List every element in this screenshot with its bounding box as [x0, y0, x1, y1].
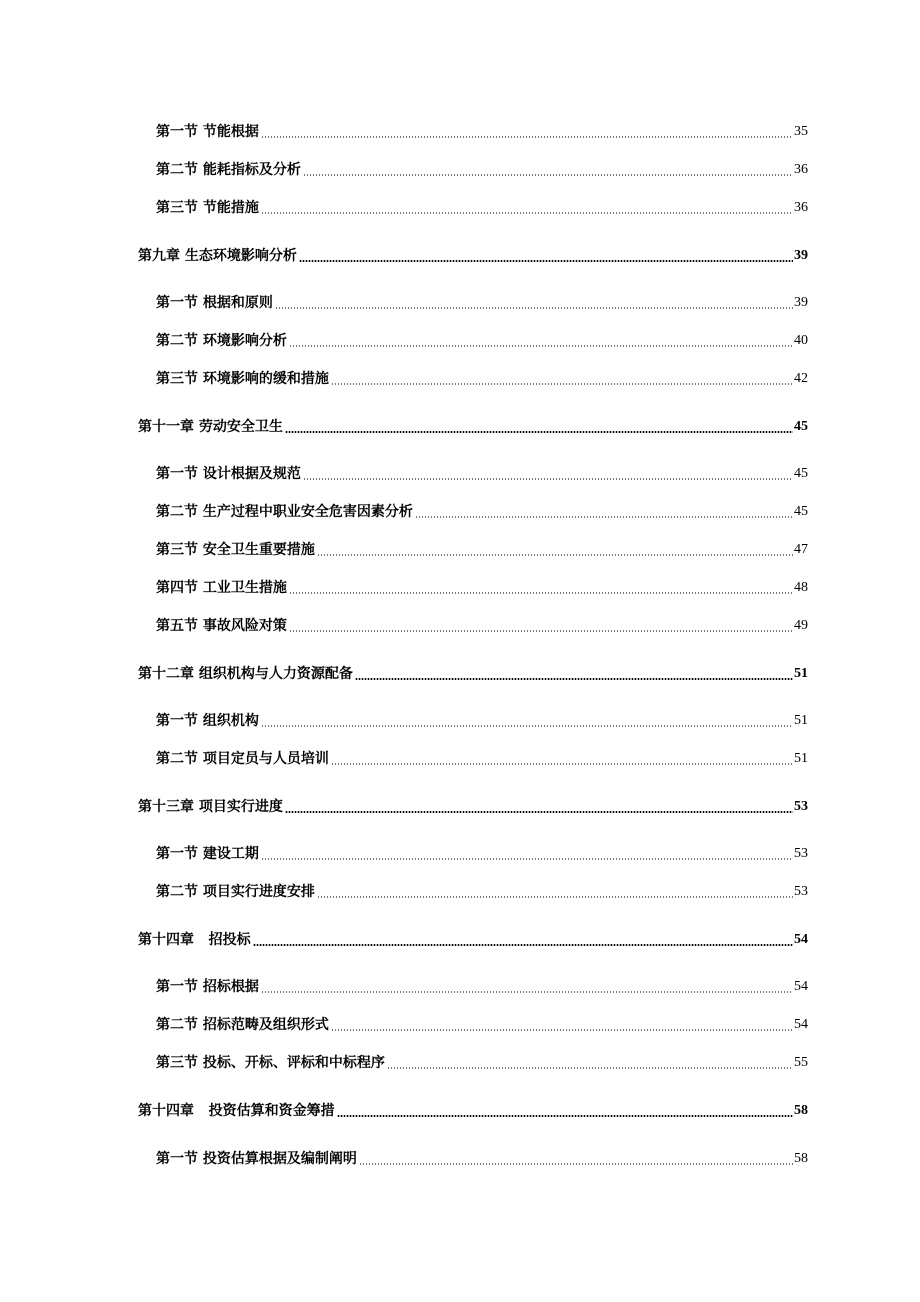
- dot-leader: [331, 383, 793, 385]
- dot-leader: [317, 554, 793, 556]
- dot-leader: [337, 1115, 793, 1117]
- toc-entry-page: 40: [794, 333, 808, 348]
- toc-entry-title: 第十四章 投资估算和资金筹措: [138, 1103, 335, 1119]
- dot-leader: [285, 431, 793, 433]
- toc-entry[interactable]: [156, 197, 808, 217]
- dot-leader: [261, 212, 793, 214]
- dot-leader: [261, 858, 793, 860]
- dot-leader: [289, 345, 793, 347]
- toc-entry-title: 第三节 投标、开标、评标和中标程序: [156, 1055, 385, 1071]
- dot-leader: [289, 630, 793, 632]
- toc-entry-title: 第二节 能耗指标及分析: [156, 162, 301, 178]
- toc-entry-page: 47: [794, 542, 808, 557]
- dot-leader: [387, 1067, 793, 1069]
- toc-entry-title: 第十一章 劳动安全卫生: [138, 419, 283, 435]
- toc-entry-title: 第十四章 招投标: [138, 932, 251, 948]
- toc-entry-title: 第三节 环境影响的缓和措施: [156, 371, 329, 387]
- toc-entry-page: 54: [794, 979, 808, 994]
- dot-leader: [303, 478, 793, 480]
- dot-leader: [359, 1163, 793, 1165]
- toc-entry-page: 53: [794, 884, 808, 899]
- dot-leader: [331, 1029, 793, 1031]
- dot-leader: [261, 725, 793, 727]
- toc-entry[interactable]: [156, 577, 808, 597]
- toc-entry[interactable]: [156, 292, 808, 312]
- toc-entry[interactable]: [156, 501, 808, 521]
- dot-leader: [253, 944, 793, 946]
- toc-entry-title: 第二节 环境影响分析: [156, 333, 287, 349]
- toc-entry-page: 51: [794, 751, 808, 766]
- toc-entry[interactable]: [156, 368, 808, 388]
- toc-entry-page: 48: [794, 580, 808, 595]
- toc-entry[interactable]: [156, 710, 808, 730]
- dot-leader: [275, 307, 793, 309]
- toc-entry-title: 第三节 安全卫生重要措施: [156, 542, 315, 558]
- toc-entry[interactable]: [156, 1052, 808, 1072]
- toc-entry[interactable]: [156, 539, 808, 559]
- toc-entry-title: 第二节 项目定员与人员培训: [156, 751, 329, 767]
- toc-entry[interactable]: [156, 330, 808, 350]
- toc-entry-title: 第二节 招标范畴及组织形式: [156, 1017, 329, 1033]
- toc-entry-page: 54: [794, 1017, 808, 1032]
- toc-entry-page: 51: [794, 713, 808, 728]
- toc-entry-title: 第一节 根据和原则: [156, 295, 273, 311]
- toc-entry-page: 45: [794, 419, 808, 434]
- dot-leader: [355, 678, 793, 680]
- toc-entry-title: 第二节 生产过程中职业安全危害因素分析: [156, 504, 413, 520]
- toc-entry[interactable]: [156, 843, 808, 863]
- toc-entry-page: 58: [794, 1151, 808, 1166]
- toc-entry[interactable]: [156, 615, 808, 635]
- toc-entry-title: 第三节 节能措施: [156, 200, 259, 216]
- toc-entry-page: 53: [794, 846, 808, 861]
- toc-entry-page: 54: [794, 932, 808, 947]
- dot-leader: [299, 260, 793, 262]
- toc-chapter-entry[interactable]: [138, 416, 808, 436]
- toc-entry[interactable]: [156, 159, 808, 179]
- toc-entry[interactable]: [156, 881, 808, 901]
- toc-entry-title: 第一节 设计根据及规范: [156, 466, 301, 482]
- toc-entry-page: 53: [794, 799, 808, 814]
- toc-chapter-entry[interactable]: [138, 796, 808, 816]
- toc-entry-page: 35: [794, 124, 808, 139]
- toc-entry[interactable]: [156, 463, 808, 483]
- toc-entry-title: 第十三章 项目实行进度: [138, 799, 283, 815]
- toc-entry-title: 第九章 生态环境影响分析: [138, 248, 297, 264]
- toc-entry-title: 第十二章 组织机构与人力资源配备: [138, 666, 353, 682]
- toc-chapter-entry[interactable]: [138, 663, 808, 683]
- toc-entry-page: 58: [794, 1103, 808, 1118]
- toc-entry[interactable]: [156, 976, 808, 996]
- toc-entry-title: 第一节 组织机构: [156, 713, 259, 729]
- toc-entry-page: 36: [794, 162, 808, 177]
- dot-leader: [415, 516, 793, 518]
- dot-leader: [331, 763, 793, 765]
- dot-leader: [303, 174, 793, 176]
- toc-entry-page: 39: [794, 248, 808, 263]
- toc-entry[interactable]: [156, 1148, 808, 1168]
- toc-chapter-entry[interactable]: [138, 245, 808, 265]
- dot-leader: [261, 991, 793, 993]
- toc-entry-page: 45: [794, 504, 808, 519]
- toc-entry-title: 第五节 事故风险对策: [156, 618, 287, 634]
- toc-entry-title: 第二节 项目实行进度安排: [156, 884, 315, 900]
- toc-entry-title: 第一节 建设工期: [156, 846, 259, 862]
- toc-chapter-entry[interactable]: [138, 929, 808, 949]
- toc-entry[interactable]: [156, 748, 808, 768]
- toc-entry-page: 49: [794, 618, 808, 633]
- toc-entry-page: 45: [794, 466, 808, 481]
- toc-entry-page: 51: [794, 666, 808, 681]
- toc-entry-page: 36: [794, 200, 808, 215]
- toc-entry[interactable]: [156, 121, 808, 141]
- toc-entry-page: 42: [794, 371, 808, 386]
- toc-entry-title: 第一节 节能根据: [156, 124, 259, 140]
- dot-leader: [285, 811, 793, 813]
- toc-entry-title: 第一节 招标根据: [156, 979, 259, 995]
- toc-entry-page: 55: [794, 1055, 808, 1070]
- dot-leader: [289, 592, 793, 594]
- toc-chapter-entry[interactable]: [138, 1100, 808, 1120]
- toc-entry[interactable]: [156, 1014, 808, 1034]
- toc-entry-page: 39: [794, 295, 808, 310]
- toc-entry-title: 第一节 投资估算根据及编制阐明: [156, 1151, 357, 1167]
- dot-leader: [261, 136, 793, 138]
- dot-leader: [317, 896, 793, 898]
- toc-entry-title: 第四节 工业卫生措施: [156, 580, 287, 596]
